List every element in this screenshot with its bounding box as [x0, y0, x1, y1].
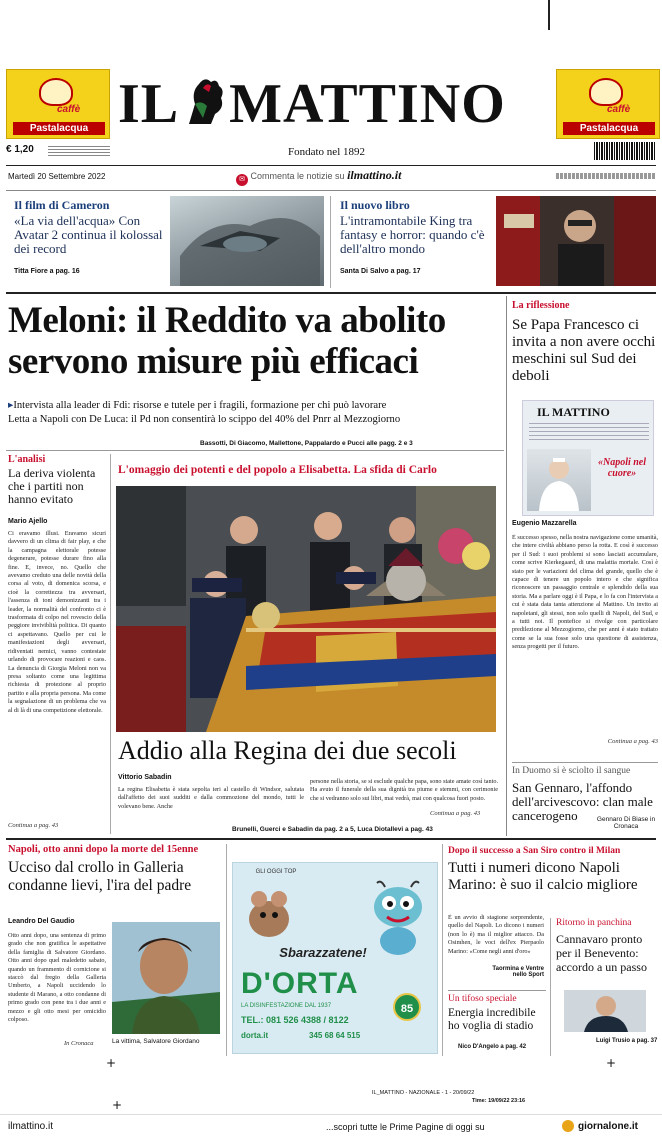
royal-credits: Brunelli, Guerci e Sabadin da pag. 2 a 5, Luca Diotallevi a pag. 43	[232, 826, 433, 833]
cannavaro-photo	[564, 990, 646, 1032]
ad-tagline: caffè	[57, 104, 81, 115]
ad-box-right[interactable]	[556, 69, 660, 139]
title-right: MATTINO	[229, 73, 506, 135]
reflection-promo	[522, 400, 654, 516]
ad-brand: D'ORTA	[241, 967, 359, 1000]
royal-headline[interactable]: Addio alla Regina dei due secoli	[118, 736, 457, 765]
ad-headline: Sbarazzatene!	[279, 945, 367, 960]
ad-brand: Pastalacqua	[563, 122, 655, 135]
newspaper-title[interactable]	[118, 72, 550, 136]
tifoso-kicker: Un tifoso speciale	[448, 994, 517, 1004]
napoli-byline: Taormina e Ventre nello Sport	[492, 966, 544, 978]
ad-box-left[interactable]	[6, 69, 110, 139]
date-line: Martedì 20 Settembre 2022	[8, 172, 106, 181]
ad-sub: LA DISINFESTAZIONE DAL 1937	[241, 1003, 332, 1009]
teaser-headline: «La via dell'acqua» Con Avatar 2 continua il kolossal dei record	[14, 213, 163, 256]
lead-deck-line-2: Letta a Napoli con De Luca: il Pd non consentirà lo scippo del 40% del Pnrr al Mezzogiorno	[8, 414, 401, 425]
napoli-body: È un avvio di stagione sorprendente, quello del Napoli. Lo dicono i numeri (non lo è) ma il miglior attacco. Da Osimhen, le voci dell'ex Pierpaolo Marino: «Come negli anni d'oro»	[448, 914, 544, 955]
ad-phone: TEL.: 081 526 4388 / 8122	[241, 1015, 349, 1025]
site-link-right[interactable]: giornalone.it	[578, 1121, 638, 1132]
fine-print	[48, 146, 110, 156]
ad-mobile: 345 68 64 515	[309, 1031, 361, 1040]
promo-lines	[529, 423, 649, 443]
promo-tag: «Napoli nel cuore»	[597, 457, 647, 479]
teaser-avatar[interactable]	[8, 196, 326, 288]
lead-headline-line-1: Meloni: il Reddito va abolito	[8, 300, 446, 341]
ad-tagline: caffè	[607, 104, 631, 115]
teaser-headline: L'intramontabile King tra fantasy e horror: quando c'è dell'altro mondo	[340, 213, 485, 256]
fine-print-right	[556, 173, 656, 179]
royal-body-2: persone nella storia, se si esclude qualche papa, sono state amate così tanto. Ha avuto il funerale della sua dignità tra piume e stemmi, con cerimonie che si vedranno solo sui libri, mai vedrà, mai con qualcosa fuori posto.	[310, 778, 498, 802]
teaser-byline: Titta Fiore a pag. 16	[14, 268, 80, 275]
napoli-headline: Tutti i numeri dicono Napoli Marino: è suo il calcio migliore	[448, 860, 638, 893]
reflection-body: È successo spesso, nella nostra navigazione come umanità, che intere civiltà abbiano perso la rotta. E così è successo per il Sud: i suoi problemi si sono lasciati accumulare, come scrive Kierkegaard, di una malattia mortale. Così è stato per le variazioni del clima del grande, quello che è capace di tenere un popolo intero e che significa riconoscere un passaggio centrale e splendido della sua storia. Ma a parlare oggi è il Papa, e lo fa con l'intervista a cui è stata data tanta attenzione al Mattino. Un invito ai napoletani, gli stessi, non solo quelli di Napoli, del Sud, e a tutti noi. Il pontefice si rivolge con particolare predilezione al Mezzogiorno, che per anni è stato trattato come se la sua fosse solo una questione di assistenza, senza progetti per il futuro.	[512, 534, 658, 651]
giornalone-logo-icon	[562, 1120, 574, 1132]
cannavaro[interactable]	[556, 918, 658, 1048]
rooster-icon	[181, 74, 227, 128]
crop-cross-icon: +	[106, 1056, 117, 1070]
rat-icon	[237, 879, 301, 943]
crop-cross-icon: +	[606, 1056, 617, 1070]
reflection-continued: Continua a pag. 43	[607, 738, 658, 745]
cannavaro-byline: Luigi Trusio a pag. 37	[596, 1038, 658, 1044]
royal-continued: Continua a pag. 43	[430, 810, 481, 817]
galleria-kicker: Napoli, otto anni dopo la morte del 15enne	[8, 844, 199, 855]
lead-headline[interactable]	[8, 300, 502, 382]
cannavaro-kicker: Ritorno in panchina	[556, 918, 632, 928]
founded-line: Fondato nel 1892	[288, 146, 365, 158]
lead-headline-line-2: servono misure più efficaci	[8, 341, 419, 382]
sangennaro[interactable]	[512, 766, 658, 832]
promo-title: IL MATTINO	[537, 405, 610, 419]
reflection-kicker: La riflessione	[512, 300, 570, 311]
lead-deck: ▸Intervista alla leader di Fdi: risorse e tutele per i fragili, formazione per chi può lavorare Letta a Napoli con De Luca: il Pd non consentirà lo scippo del 40% del Pnrr al Mezzogiorno	[8, 399, 504, 427]
coffee-cup-icon	[589, 78, 623, 106]
royal-kicker: L'omaggio dei potenti e del popolo a Elisabetta. La sfida di Carlo	[118, 464, 437, 476]
promo-text: ...scopri tutte le Prime Pagine di oggi su	[326, 1122, 485, 1132]
comment-prompt: Commenta le notizie su	[250, 171, 345, 181]
comment-badge-icon: ✉	[236, 174, 248, 186]
teaser-byline: Santa Di Salvo a pag. 17	[340, 268, 421, 275]
napoli[interactable]	[448, 846, 658, 916]
reflection-author: Eugenio Mazzarella	[512, 520, 577, 527]
galleria-author: Leandro Del Gaudio	[8, 918, 75, 925]
ad-banner: GLI OGGI TOP	[255, 869, 297, 875]
galleria-body: Otto anni dopo, una sentenza di primo grado che non gratifica le aspettative della famiglia di Salvatore Giordano. Otto anni dopo quel maledetto sabato, quando un frammento di cornicione si staccò dal fregio della Galleria Umberto, a Napoli uccidendo lo studente di Marano, a otto condanne di primo grado con pene tra i due anni e mezzo e gli otto mesi per omicidio colposo.	[8, 932, 106, 1024]
barcode	[594, 142, 656, 160]
bottom-bar	[0, 1114, 662, 1138]
galleria-headline: Ucciso dal crollo in Galleria condanne lievi, l'ira del padre	[8, 859, 192, 894]
analysis-continued: Continua a pag. 43	[8, 822, 59, 829]
ad-site[interactable]: dorta.it	[241, 1031, 269, 1040]
victim-photo	[112, 922, 220, 1034]
king-photo	[496, 196, 656, 286]
royal-author: Vittorio Sabadin	[118, 774, 172, 781]
dorta-ad[interactable]	[232, 862, 438, 1054]
cannavaro-headline: Cannavaro pronto per il Benevento: accordo a un passo	[556, 932, 647, 974]
pope-photo	[527, 449, 591, 511]
tifoso-byline: Nico D'Angelo a pag. 42	[458, 1044, 527, 1050]
ad-badge: 85	[393, 993, 421, 1021]
galleria-caption: La vittima, Salvatore Giordano	[112, 1038, 200, 1045]
tifoso[interactable]	[448, 994, 546, 1054]
sangennaro-byline: Gennaro Di Biase in Cronaca	[596, 816, 656, 830]
analysis-kicker: L'analisi	[8, 454, 46, 465]
analysis-headline: La deriva violenta che i partiti non hanno evitato	[8, 466, 96, 506]
crop-mark	[548, 0, 550, 30]
tifoso-headline: Energia incredibile ho voglia di stadio	[448, 1007, 536, 1032]
coffee-cup-icon	[39, 78, 73, 106]
sangennaro-headline: San Gennaro, l'affondo dell'arcivescovo: clan male cancerogeno	[512, 780, 653, 823]
reflection[interactable]	[512, 300, 658, 758]
comment-site[interactable]: ilmattino.it	[347, 168, 402, 182]
royal-body-1: La regina Elisabetta è stata sepolta ieri al castello di Windsor, salutata dall'affetto dei suoi sudditi e dalla commozione del mondo, tutti le volevano bene. Anche	[118, 786, 304, 810]
avatar-photo	[170, 196, 324, 286]
teaser-kicker: Il film di Cameron	[14, 198, 110, 212]
napoli-kicker: Dopo il successo a San Siro contro il Milan	[448, 846, 621, 856]
edition-time: Time: 19/09/22 23:16	[472, 1098, 526, 1104]
reflection-headline: Se Papa Francesco ci invita a non avere occhi meschini sul Sud dei deboli	[512, 317, 656, 384]
site-link-left[interactable]: ilmattino.it	[8, 1121, 54, 1132]
sangennaro-kicker: In Duomo si è sciolto il sangue	[512, 766, 631, 776]
edition-line: IL_MATTINO - NAZIONALE - 1 - 20/09/22	[372, 1090, 475, 1096]
lead-credits: Bassotti, Di Giacomo, Mallettone, Pappalardo e Pucci alle pagg. 2 e 3	[200, 440, 413, 447]
funeral-photo	[116, 486, 496, 732]
analysis-body: Ci eravamo illusi. Eravamo sicuri davvero di un clima di fair play, e che la campagna elettorale potesse degenerare, potesse durare fino alla fine. E, invece, no. Quello che avevamo creduto una delle novità della corsa al voto, di domenica scorsa, e cioè la correttezza tra avversari, l'assenza di toni demonizzanti tra i leader, la normalità del confronto ci è trasformata di colpo nel rovescio della peggiore inviviblità politica. Di quanto ci aspettavano. Quello per cui le manifestazioni degli avversari, ridiventati nemici, vanno contestate urlando di provocare reazioni e caos. La denuncia di Giorgia Meloni non va presa soltanto come una legittima richiesta di protezione al proprio partito e alla propria persona. Ma come la segnalazione di un problema che va al di là di una competizione elettorale.	[8, 530, 106, 714]
galleria-continued: In Cronaca	[64, 1040, 94, 1047]
analysis[interactable]	[8, 454, 106, 834]
title-left: IL	[118, 73, 180, 135]
galleria[interactable]	[8, 844, 222, 1056]
lead-deck-line-1: Intervista alla leader di Fdi: risorse e tutele per i fragili, formazione per chi può lavorare	[13, 400, 387, 411]
price: € 1,20	[6, 144, 34, 155]
analysis-author: Mario Ajello	[8, 518, 48, 525]
crop-cross-icon: +	[112, 1098, 123, 1112]
comment-bar[interactable]	[236, 168, 401, 186]
teaser-king[interactable]	[334, 196, 656, 288]
teaser-kicker: Il nuovo libro	[340, 198, 410, 212]
ad-brand: Pastalacqua	[13, 122, 105, 135]
